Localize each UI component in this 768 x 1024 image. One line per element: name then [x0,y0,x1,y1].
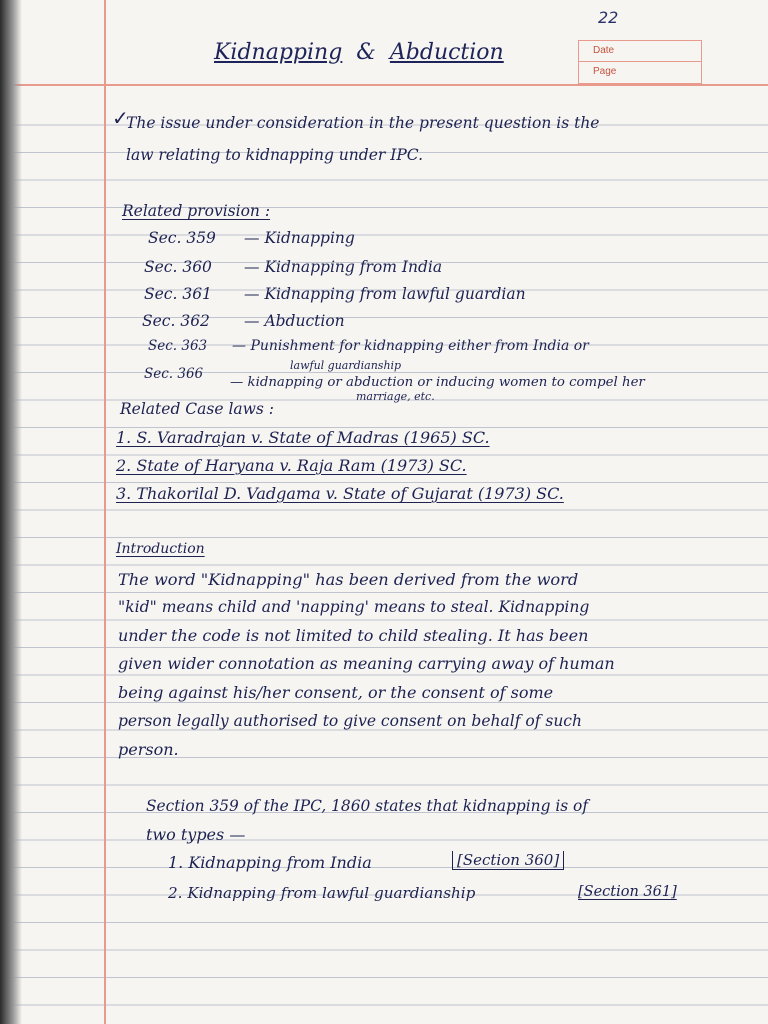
type-ref: [Section 361] [578,884,677,900]
provision-desc: — Kidnapping from India [244,258,443,276]
case-law-item: 3. Thakorilal D. Vadgama v. State of Gujarat (1973) SC. [116,484,564,503]
margin-line [104,0,106,1024]
provision-sec: Sec. 363 [148,338,208,354]
intro-line: person. [118,740,179,759]
intro-line: person legally authorised to give consent on behalf of such [118,712,582,730]
provision-desc-cont: lawful guardianship [290,359,402,372]
title-main: Kidnapping [214,40,343,65]
provision-sec: Sec. 359 [148,229,216,247]
related-provision-heading: Related provision : [122,202,271,220]
section359-line: Section 359 of the IPC, 1860 states that kidnapping is of [146,797,589,815]
title-amp: & [356,40,376,65]
case-law-item: 1. S. Varadrajan v. State of Madras (1965) SC. [116,428,490,447]
provision-desc: — Abduction [244,312,345,330]
date-page-box [578,40,702,84]
provision-desc: — kidnapping or abduction or inducing women to compel her [230,375,645,390]
case-laws-heading: Related Case laws : [120,400,275,418]
type-item: 1. Kidnapping from India [168,853,372,872]
title-second: Abduction [389,40,504,65]
case-law-item: 2. State of Haryana v. Raja Ram (1973) SC. [116,456,467,475]
introduction-heading: Introduction [116,541,205,557]
intro-line: The word "Kidnapping" has been derived from the word [118,570,579,589]
page-title [214,40,504,65]
intro-line: given wider connotation as meaning carrying away of human [118,654,615,673]
type-item: 2. Kidnapping from lawful guardianship [168,884,476,902]
section359-line: two types — [146,825,246,844]
issue-line-2: law relating to kidnapping under IPC. [126,146,423,164]
issue-line-1: The issue under consideration in the present question is the [126,114,600,132]
binding-shadow [0,0,22,1024]
intro-line: under the code is not limited to child stealing. It has been [118,626,589,645]
header-rule [0,84,768,86]
intro-line: "kid" means child and 'napping' means to steal. Kidnapping [118,598,590,616]
provision-desc: — Punishment for kidnapping either from India or [232,338,589,354]
provision-desc-cont: marriage, etc. [356,390,435,403]
provision-desc: — Kidnapping from lawful guardian [244,285,526,303]
checkmark-icon: ✓ [112,106,129,130]
page-number: 22 [598,8,619,27]
provision-sec: Sec. 362 [142,312,210,330]
page-label: Page [579,61,701,82]
date-label: Date [593,45,615,56]
provision-sec: Sec. 366 [144,366,204,382]
provision-sec: Sec. 360 [144,258,212,276]
provision-desc: — Kidnapping [244,229,355,247]
type-ref: [Section 360] [452,851,564,870]
intro-line: being against his/her consent, or the consent of some [118,683,554,702]
provision-sec: Sec. 361 [144,285,212,303]
